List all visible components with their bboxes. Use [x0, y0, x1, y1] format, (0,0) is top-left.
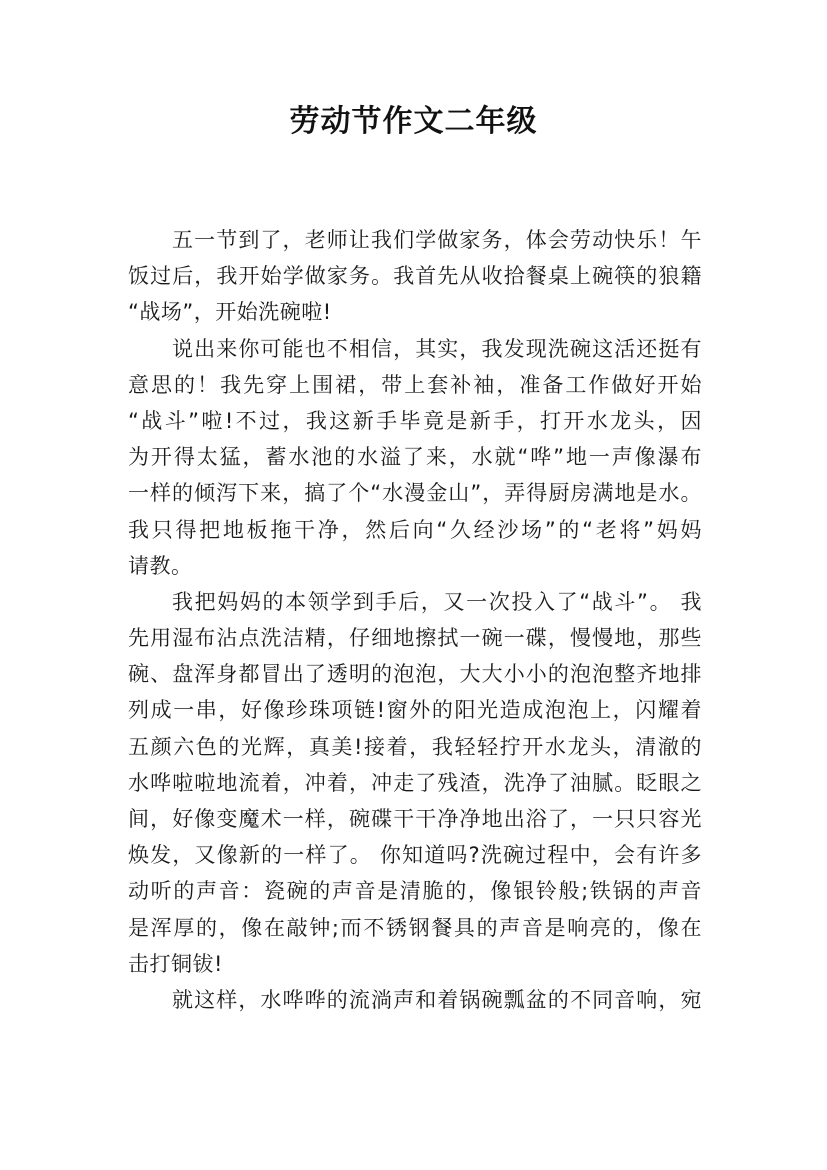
- document-title: 劳动节作文二年级: [289, 104, 538, 139]
- text-line: 一样的倾泻下来，搞了个“水漫金山”，弄得厨房满地是水。: [128, 481, 702, 506]
- text-line: “战斗”啦!不过，我这新手毕竟是新手，打开水龙头，因: [128, 408, 702, 433]
- text-line: 击打铜钹!: [128, 951, 223, 976]
- text-line: 间，好像变魔术一样，碗碟干干净净地出浴了，一只只容光: [128, 807, 702, 831]
- text-line: 说出来你可能也不相信，其实，我发现洗碗这活还挺有: [172, 336, 702, 361]
- text-line: 水哗啦啦地流着，冲着，冲走了残渣，洗净了油腻。眨眼之: [128, 770, 702, 795]
- text-line: 为开得太猛，蓄水池的水溢了来，水就“哗”地一声像瀑布: [128, 445, 702, 470]
- text-line: “战场”，开始洗碗啦!: [128, 300, 332, 325]
- text-line: 我只得把地板拖干净，然后向“久经沙场”的“老将”妈妈: [128, 517, 702, 542]
- text-line: 动听的声音：瓷碗的声音是清脆的，像银铃般;铁锅的声音: [128, 879, 702, 904]
- text-line: 列成一串，好像珍珠项链!窗外的阳光造成泡泡上，闪耀着: [128, 698, 702, 723]
- text-line: 意思的！我先穿上围裙，带上套补袖，准备工作做好开始: [128, 372, 702, 397]
- text-line: 碗、盘浑身都冒出了透明的泡泡，大大小小的泡泡整齐地排: [128, 662, 702, 687]
- text-line: 五颜六色的光辉，真美!接着，我轻轻拧开水龙头，清澈的: [128, 734, 702, 759]
- text-line: 就这样，水哗哗的流淌声和着锅碗瓢盆的不同音响，宛: [172, 987, 702, 1012]
- text-line: 请教。: [128, 553, 193, 578]
- text-line: 五一节到了，老师让我们学做家务，体会劳动快乐！午: [172, 228, 702, 252]
- text-line: 是浑厚的，像在敲钟;而不锈钢餐具的声音是响亮的，像在: [128, 915, 702, 940]
- text-line: 我把妈妈的本领学到手后，又一次投入了“战斗”。 我: [172, 589, 702, 614]
- text-line: 先用湿布沾点洗洁精，仔细地擦拭一碗一碟，慢慢地，那些: [128, 626, 702, 651]
- text-line: 焕发，又像新的一样了。 你知道吗?洗碗过程中，会有许多: [128, 843, 702, 868]
- document-body: [128, 222, 702, 1018]
- text-line: 饭过后，我开始学做家务。我首先从收拾餐桌上碗筷的狼籍: [128, 264, 702, 289]
